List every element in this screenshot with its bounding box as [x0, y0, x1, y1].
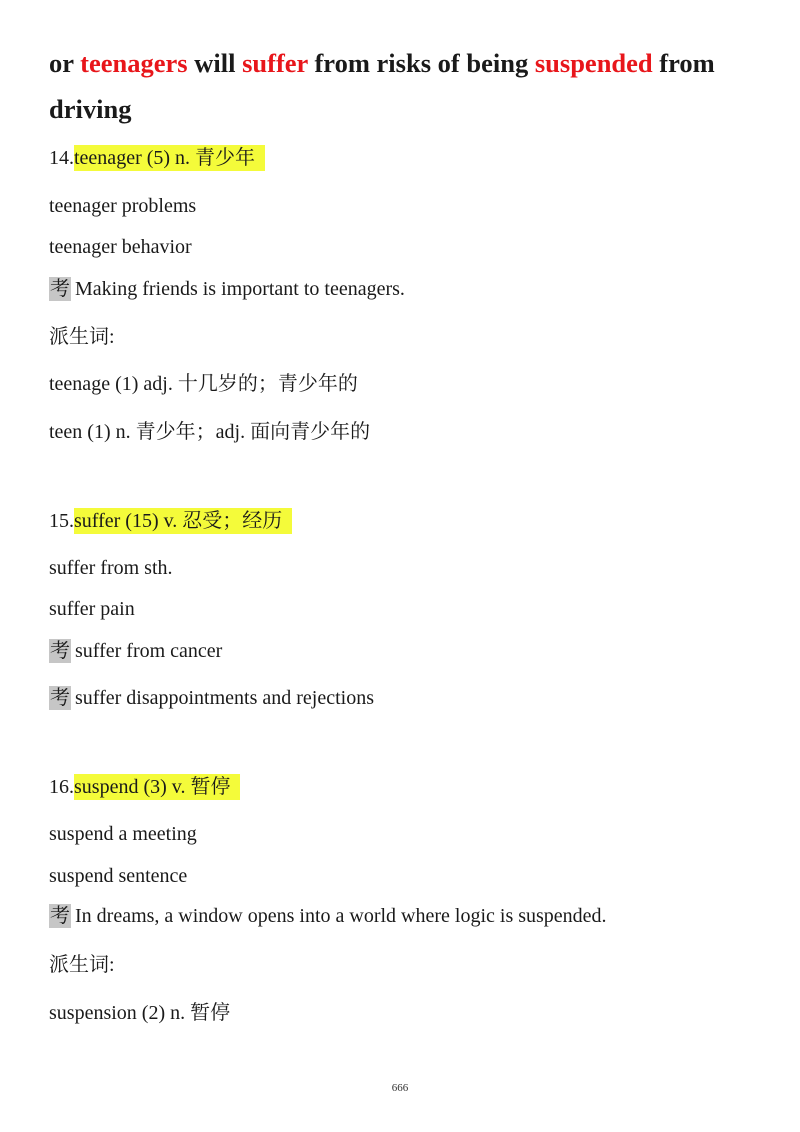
derivative-line: suspension (2) n. 暂停	[49, 1002, 231, 1024]
derivatives-label: 派生词:	[49, 326, 115, 348]
exam-example-text: suffer disappointments and rejections	[75, 687, 375, 709]
example-line: teenager behavior	[49, 236, 192, 258]
heading-text: from	[652, 48, 715, 78]
exam-example-line	[49, 904, 607, 928]
keyword-teenagers: teenagers	[80, 48, 188, 78]
heading-text: or	[49, 48, 81, 78]
example-line: suspend a meeting	[49, 823, 197, 845]
exam-badge: 考	[50, 640, 70, 662]
exam-example-line	[49, 639, 222, 663]
headword-highlight: teenager (5) n. 青少年	[74, 145, 265, 171]
example-line: suspend sentence	[49, 865, 188, 887]
entry-number: 15.	[49, 510, 74, 532]
entry-15-headword-line	[49, 509, 292, 533]
entry-number: 14.	[49, 147, 74, 169]
example-line: suffer from sth.	[49, 557, 173, 579]
heading-line-1	[49, 48, 715, 80]
exam-example-line	[49, 277, 405, 301]
derivative-line: teen (1) n. 青少年；adj. 面向青少年的	[49, 421, 371, 443]
exam-badge: 考	[50, 905, 70, 927]
keyword-suffer: suffer	[242, 48, 308, 78]
exam-badge: 考	[50, 687, 70, 709]
exam-example-line	[49, 686, 374, 710]
example-line: teenager problems	[49, 195, 197, 217]
exam-example-text: Making friends is important to teenagers.	[75, 278, 405, 300]
heading-line-2: driving	[49, 94, 132, 124]
exam-example-text: suffer from cancer	[75, 640, 223, 662]
derivatives-label: 派生词:	[49, 954, 115, 976]
entry-number: 16.	[49, 776, 74, 798]
example-line: suffer pain	[49, 598, 135, 620]
heading-text: will	[187, 48, 243, 78]
exam-badge: 考	[50, 278, 70, 300]
headword-highlight: suffer (15) v. 忍受；经历	[74, 508, 292, 534]
headword-highlight: suspend (3) v. 暂停	[74, 774, 240, 800]
entry-16-headword-line	[49, 775, 240, 799]
derivative-line: teenage (1) adj. 十几岁的；青少年的	[49, 373, 358, 395]
page-number: 666	[391, 1082, 409, 1094]
keyword-suspended: suspended	[534, 48, 653, 78]
entry-14-headword-line	[49, 146, 265, 170]
heading-text: from risks of being	[307, 48, 535, 78]
exam-example-text: In dreams, a window opens into a world where logic is suspended.	[75, 905, 607, 927]
